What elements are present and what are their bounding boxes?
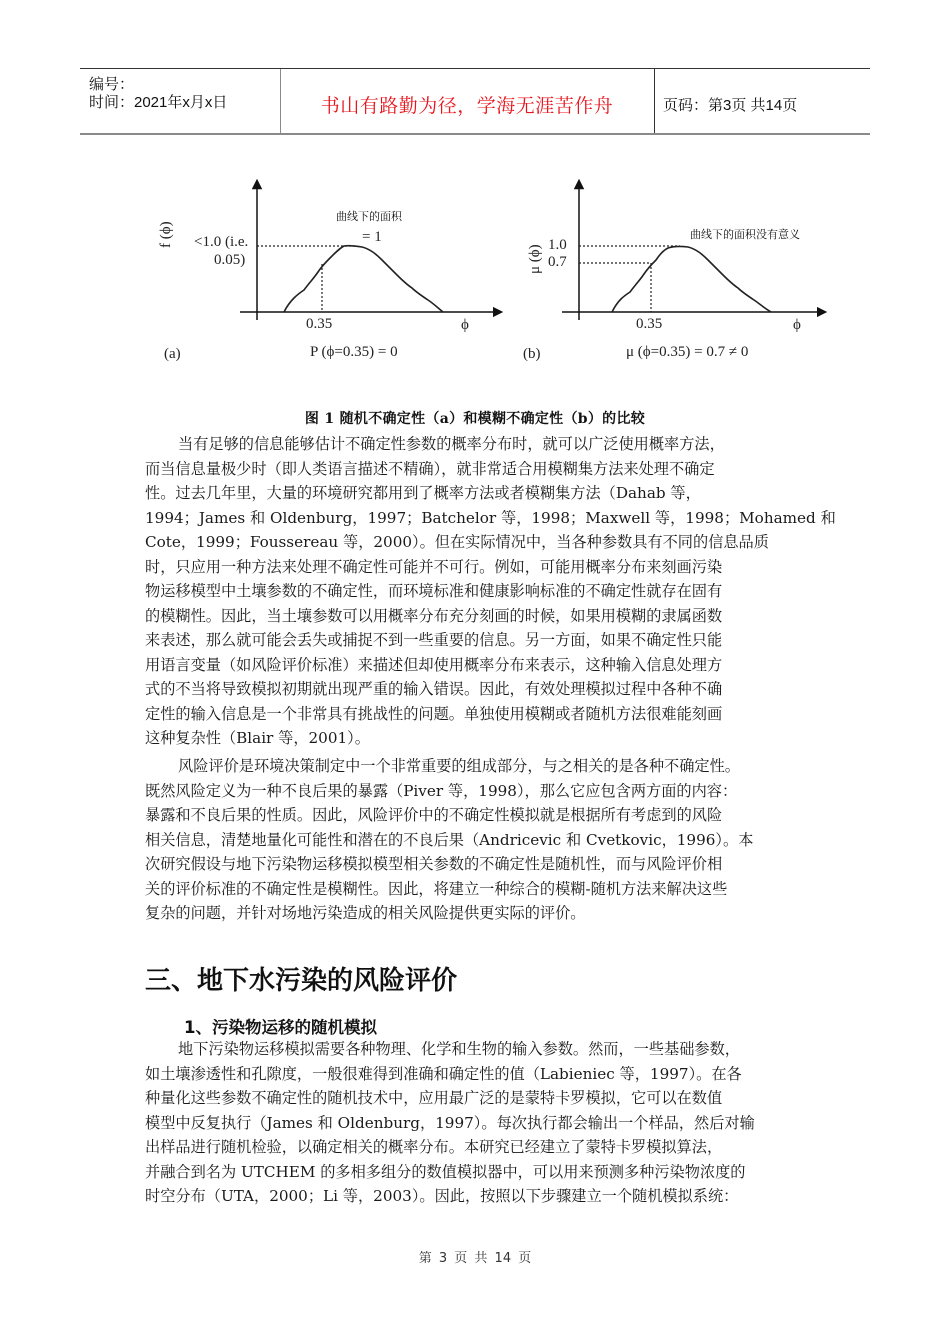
- text-line: 种量化这些参数不确定性的随机技术中，应用最广泛的是蒙特卡罗模拟，它可以在数值: [145, 1089, 723, 1107]
- text-line: 性。过去几年里，大量的环境研究都用到了概率方法或者模糊集方法（Dahab 等，: [145, 484, 701, 502]
- text-line: 式的不当将导致模拟初期就出现严重的输入错误。因此，有效处理模拟过程中各种不确: [145, 680, 723, 698]
- header-motto: 书山有路勤为径，学海无涯苦作舟: [320, 95, 614, 117]
- text-line: Cote，1999；Foussereau 等，2000）。但在实际情况中，当各种参数具有不同的信息品质: [145, 533, 769, 551]
- panel-b-tag: (b): [523, 346, 541, 362]
- panel-a-tag: (a): [164, 346, 181, 362]
- figure-caption: 图 1 随机不确定性（a）和模糊不确定性（b）的比较: [304, 411, 646, 427]
- panel-a-x-label: ϕ: [461, 317, 469, 333]
- panel-b-x-tick: 0.35: [636, 316, 663, 332]
- panel-a-y-tick-1: <1.0 (i.e.: [194, 234, 249, 250]
- panel-b-x-label: ϕ: [793, 317, 801, 333]
- panel-a-y-label: f (ϕ): [158, 221, 174, 248]
- page-footer: 第 3 页 共 14 页: [418, 1251, 532, 1266]
- doc-date-label: 时间：2021年x月x日: [89, 94, 228, 111]
- text-line: 复杂的问题，并针对场地污染造成的相关风险提供更实际的评价。: [145, 904, 586, 922]
- section-heading: 三、地下水污染的风险评价: [145, 966, 458, 996]
- text-line: 这种复杂性（Blair 等，2001）。: [145, 729, 370, 747]
- header-info-cell: [80, 69, 281, 133]
- text-line: 地下污染物运移模拟需要各种物理、化学和生物的输入参数。然而，一些基础参数，: [178, 1040, 740, 1058]
- text-line: 如土壤渗透性和孔隙度，一般很难得到准确和确定性的值（Labieniec 等，1997）。在各: [145, 1064, 742, 1083]
- panel-a-y-tick-2: 0.05): [214, 252, 246, 268]
- membership-curve: [612, 246, 771, 312]
- doc-number-label: 编号：: [89, 76, 135, 93]
- panel-b-formula: μ (ϕ=0.35) = 0.7 ≠ 0: [626, 344, 749, 360]
- text-line: 的模糊性。因此，当土壤参数可以用概率分布充分刻画的时候，如果用模糊的隶属函数: [145, 606, 723, 625]
- text-line: 时空分布（UTA，2000；Li 等，2003）。因此，按照以下步骤建立一个随机模拟系统：: [145, 1187, 739, 1205]
- text-line: 既然风险定义为一种不良后果的暴露（Piver 等，1998），那么它应包含两方面的内容：: [145, 781, 738, 800]
- figure-1: [150, 170, 850, 375]
- panel-a-annotation-1: 曲线下的面积: [336, 210, 402, 223]
- panel-b-y-label: μ (ϕ): [527, 244, 543, 274]
- text-line: 物运移模型中土壤参数的不确定性，而环境标准和健康影响标准的不确定性就存在固有: [145, 582, 723, 600]
- text-line: 次研究假设与地下污染物运移模拟模型相关参数的不确定性是随机性，而与风险评价相: [145, 855, 723, 873]
- text-line: 而当信息量极少时（即人类语言描述不精确），就非常适合用模糊集方法来处理不确定: [145, 459, 715, 478]
- panel-b-y-tick-1: 1.0: [548, 237, 567, 253]
- text-line: 风险评价是环境决策制定中一个非常重要的组成部分，与之相关的是各种不确定性。: [178, 757, 740, 775]
- panel-a-annotation-2: = 1: [362, 229, 382, 245]
- text-line: 并融合到名为 UTCHEM 的多相多组分的数值模拟器中，可以用来预测多种污染物浓度的: [145, 1162, 746, 1181]
- header-motto-cell: [280, 69, 655, 133]
- chart-panel-a: [240, 184, 498, 320]
- header-page-cell: [654, 69, 870, 133]
- subsection-heading: 1、污染物运移的随机模拟: [184, 1018, 377, 1037]
- text-line: 用语言变量（如风险评价标准）来描述但却使用概率分布来表示，这种输入信息处理方: [145, 655, 723, 674]
- text-line: 模型中反复执行（James 和 Oldenburg，1997）。每次执行都会输出一个样品，然后对输: [145, 1113, 755, 1132]
- panel-b-y-tick-2: 0.7: [548, 254, 567, 270]
- text-line: 关的评价标准的不确定性是模糊性。因此，将建立一种综合的模糊-随机方法来解决这些: [145, 879, 728, 898]
- text-line: 定性的输入信息是一个非常具有挑战性的问题。单独使用模糊或者随机方法很难能刻画: [145, 704, 723, 723]
- panel-b-annotation: 曲线下的面积没有意义: [690, 228, 800, 241]
- text-line: 暴露和不良后果的性质。因此，风险评价中的不确定性模拟就是根据所有考虑到的风险: [145, 806, 723, 824]
- text-line: 时，只应用一种方法来处理不确定性可能并不可行。例如，可能用概率分布来刻画污染: [145, 557, 723, 576]
- text-line: 来表述，那么就可能会丢失或捕捉不到一些重要的信息。另一方面，如果不确定性只能: [145, 631, 723, 649]
- text-line: 1994；James 和 Oldenburg，1997；Batchelor 等，1998；Maxwell 等，1998；Mohamed 和: [145, 508, 836, 527]
- text-line: 相关信息，清楚地量化可能性和潜在的不良后果（Andricevic 和 Cvetkovic，1996）。本: [145, 830, 754, 849]
- panel-a-x-tick: 0.35: [306, 316, 333, 332]
- text-line: 当有足够的信息能够估计不确定性参数的概率分布时，就可以广泛使用概率方法，: [178, 435, 725, 453]
- panel-a-formula: P (ϕ=0.35) = 0: [310, 344, 398, 360]
- text-line: 出样品进行随机检验，以确定相关的概率分布。本研究已经建立了蒙特卡罗模拟算法，: [145, 1138, 723, 1156]
- header-page-number: 页码：第3页 共14页: [663, 97, 798, 114]
- page-header-table: [80, 68, 870, 135]
- chart-panel-b: [562, 184, 822, 320]
- density-curve: [284, 246, 443, 312]
